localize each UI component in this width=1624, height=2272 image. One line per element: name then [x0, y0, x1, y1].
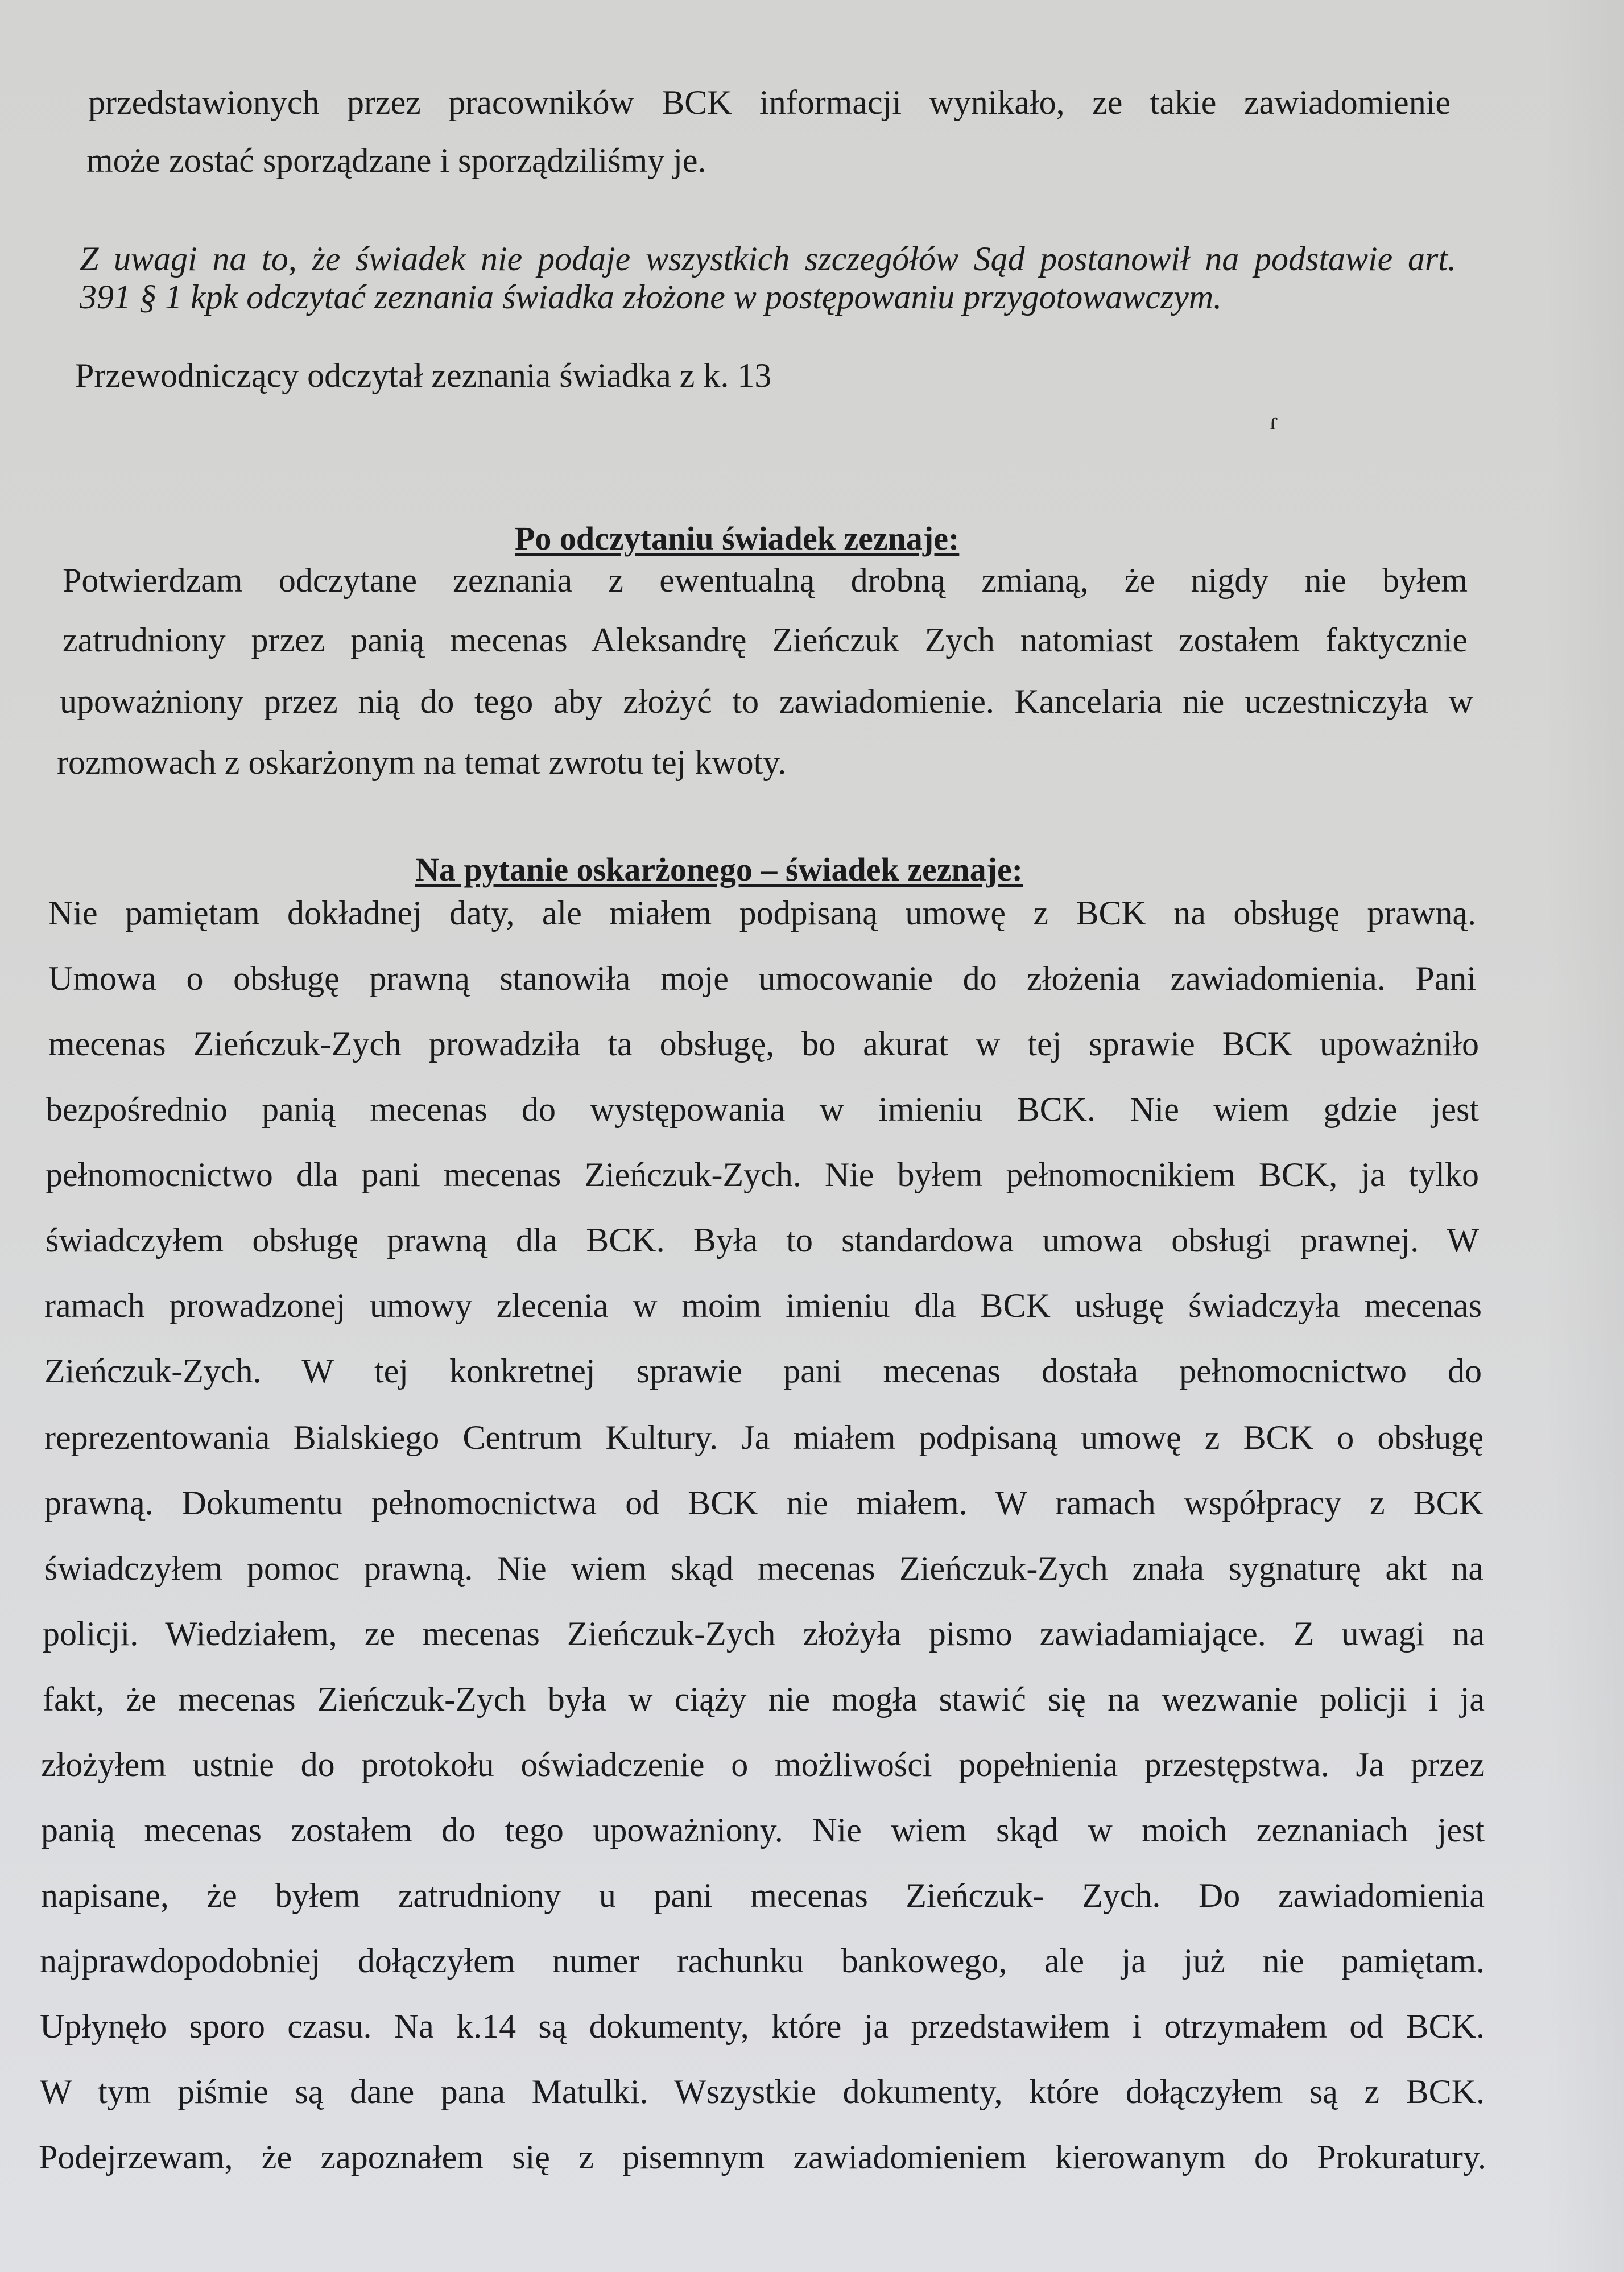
- section2-line-3: mecenas Zieńczuk-Zych prowadziła ta obsługę, bo akurat w tej sprawie BCK upoważniło: [48, 1025, 1479, 1063]
- section2-line-19: W tym piśmie są dane pana Matulki. Wszystkie dokumenty, które dołączyłem są z BCK.: [40, 2073, 1485, 2110]
- section2-line-6: świadczyłem obsługę prawną dla BCK. Była to standardowa umowa obsługi prawnej. W: [46, 1221, 1479, 1259]
- section2-line-15: panią mecenas zostałem do tego upoważniony. Nie wiem skąd w moich zeznaniach jest: [41, 1811, 1485, 1849]
- section2-line-11: świadczyłem pomoc prawną. Nie wiem skąd mecenas Zieńczuk-Zych znała sygnaturę akt na: [44, 1550, 1483, 1587]
- section2-line-17: najprawdopodobniej dołączyłem numer rachunku bankowego, ale ja już nie pamiętam.: [40, 1942, 1485, 1980]
- court-note-line-1: Z uwagi na to, że świadek nie podaje wszystkich szczegółów Sąd postanowił na podstawie art.: [80, 240, 1456, 278]
- section2-heading: Na pytanie oskarżonego – świadek zeznaje:: [415, 851, 1023, 888]
- intro-line-2: może zostać sporządzane i sporządziliśmy je.: [86, 142, 706, 179]
- section2-line-5: pełnomocnictwo dla pani mecenas Zieńczuk-Zych. Nie byłem pełnomocnikiem BCK, ja tylko: [46, 1156, 1479, 1193]
- section1-heading: Po odczytaniu świadek zeznaje:: [515, 520, 960, 557]
- section2-line-18: Upłynęło sporo czasu. Na k.14 są dokumenty, które ja przedstawiłem i otrzymałem od BCK.: [40, 2007, 1485, 2045]
- section2-line-13: fakt, że mecenas Zieńczuk-Zych była w ciąży nie mogła stawić się na wezwanie policji i ja: [43, 1680, 1485, 1718]
- presiding-note: Przewodniczący odczytał zeznania świadka z k. 13: [75, 357, 772, 394]
- stray-ink-mark: ɾ: [1270, 407, 1278, 435]
- section2-line-12: policji. Wiedziałem, ze mecenas Zieńczuk-Zych złożyła pismo zawiadamiające. Z uwagi na: [43, 1615, 1485, 1653]
- court-note-line-2: 391 § 1 kpk odczytać zeznania świadka złożone w postępowaniu przygotowawczym.: [80, 278, 1222, 316]
- page-edge-shadow: [1544, 0, 1624, 2272]
- section2-line-20: Podejrzewam, że zapoznałem się z pisemnym zawiadomieniem kierowanym do Prokuratury.: [39, 2138, 1486, 2176]
- section2-line-10: prawną. Dokumentu pełnomocnictwa od BCK nie miałem. W ramach współpracy z BCK: [44, 1484, 1483, 1522]
- section2-line-1: Nie pamiętam dokładnej daty, ale miałem podpisaną umowę z BCK na obsługę prawną.: [48, 894, 1476, 932]
- section1-line-2: zatrudniony przez panią mecenas Aleksandrę Zieńczuk Zych natomiast zostałem faktycznie: [63, 621, 1468, 659]
- section2-line-16: napisane, że byłem zatrudniony u pani mecenas Zieńczuk- Zych. Do zawiadomienia: [41, 1877, 1485, 1914]
- section2-line-14: złożyłem ustnie do protokołu oświadczenie o możliwości popełnienia przestępstwa. Ja przez: [41, 1746, 1485, 1783]
- section2-line-8: Zieńczuk-Zych. W tej konkretnej sprawie pani mecenas dostała pełnomocnictwo do: [44, 1352, 1482, 1390]
- section1-line-1: Potwierdzam odczytane zeznania z ewentualną drobną zmianą, że nigdy nie byłem: [63, 561, 1468, 599]
- section1-line-4: rozmowach z oskarżonym na temat zwrotu tej kwoty.: [57, 743, 787, 781]
- section2-line-7: ramach prowadzonej umowy zlecenia w moim imieniu dla BCK usługę świadczyła mecenas: [44, 1287, 1482, 1324]
- section2-line-2: Umowa o obsługę prawną stanowiła moje umocowanie do złożenia zawiadomienia. Pani: [48, 960, 1476, 997]
- intro-line-1: przedstawionych przez pracowników BCK informacji wynikało, ze takie zawiadomienie: [88, 84, 1451, 121]
- section2-line-4: bezpośrednio panią mecenas do występowania w imieniu BCK. Nie wiem gdzie jest: [46, 1090, 1479, 1128]
- section2-line-9: reprezentowania Bialskiego Centrum Kultury. Ja miałem podpisaną umowę z BCK o obsługę: [44, 1419, 1483, 1456]
- section1-line-3: upoważniony przez nią do tego aby złożyć to zawiadomienie. Kancelaria nie uczestniczyła w: [60, 683, 1473, 720]
